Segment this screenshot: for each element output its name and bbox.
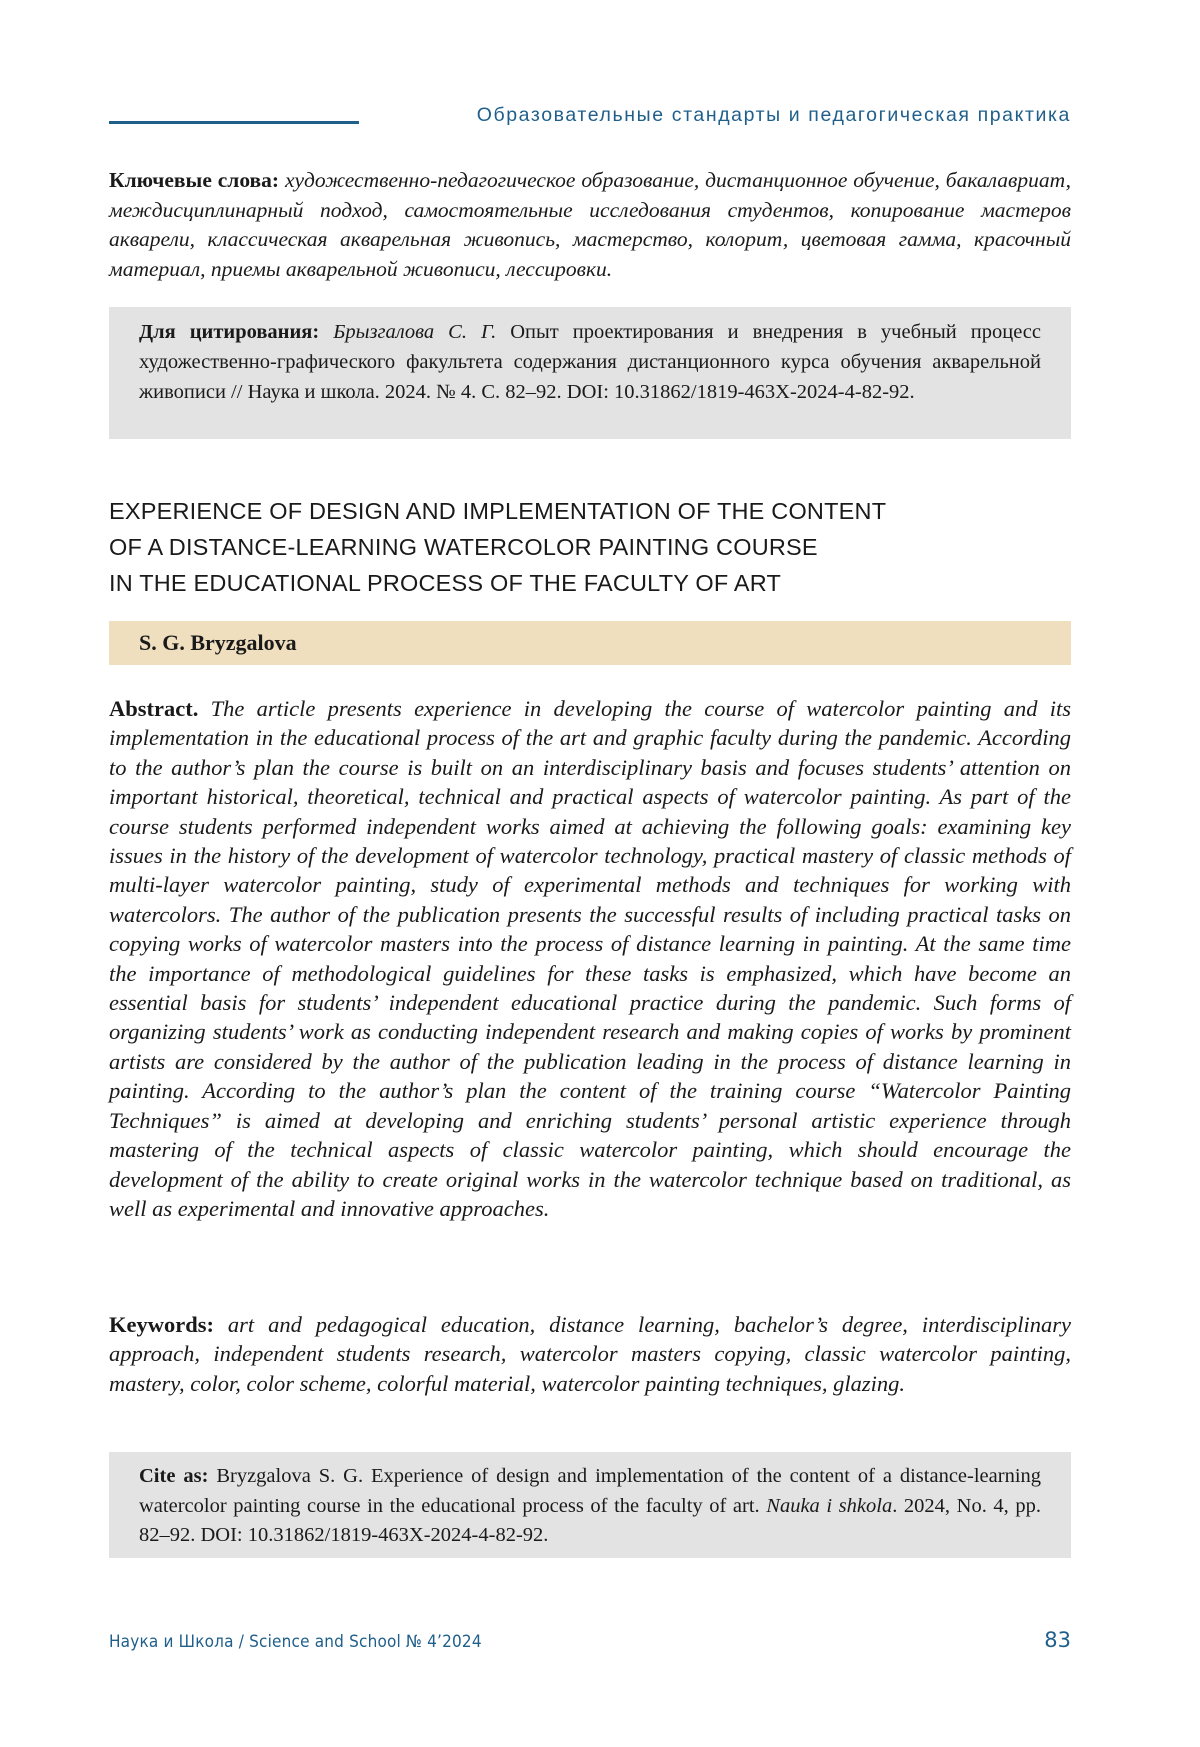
citation-en-text: Bryzgalova S. G. Experience of design and implementation of the content of a distance-learning watercolor painting course in the educational process of the faculty of art.	[139, 1465, 1042, 1517]
keywords-en	[109, 1310, 1071, 1398]
header-rule	[109, 121, 359, 124]
keywords-en-text: art and pedagogical education, distance learning, bachelor’s degree, interdisciplinary approach, independent students research, watercolor masters copying, classic watercolor painting, mastery, color, color scheme, colorful material, watercolor painting techniques, glazing.	[109, 1312, 1071, 1396]
citation-ru-text: Опыт проектирования и внедрения в учебный процесс художественно-графического факультета содержания дистанционного курса обучения акварельной живописи // Наука и школа. 2024. № 4. С. 82–92. DOI: 10.31862/1819-463X-2024-4-82-92.	[139, 321, 1041, 403]
citation-en-journal: Nauka i shkola	[766, 1494, 893, 1517]
citation-ru-label: Для цитирования:	[139, 321, 320, 343]
citation-en-label: Cite as:	[139, 1465, 209, 1487]
author-name: S. G. Bryzgalova	[139, 630, 297, 655]
citation-ru-author: Брызгалова С. Г.	[333, 321, 497, 343]
keywords-en-label: Keywords:	[109, 1312, 214, 1337]
citation-en-box	[109, 1452, 1071, 1558]
article-title-en	[109, 493, 1071, 601]
title-line-3: IN THE EDUCATIONAL PROCESS OF THE FACULTY OF ART	[109, 570, 782, 596]
running-header	[109, 104, 1071, 132]
keywords-ru-label: Ключевые слова:	[109, 168, 280, 192]
citation-en-text-after: . 2024, No. 4, pp. 82–92. DOI: 10.31862/1819-463X-2024-4-82-92.	[139, 1494, 1042, 1546]
abstract	[109, 694, 1071, 1223]
keywords-ru	[109, 166, 1071, 284]
keywords-ru-text: художественно-педагогическое образование, дистанционное обучение, бакалавриат, междисциплинарный подход, самостоятельные исследования студентов, копирование мастеров акварели, классическая акварельная живопись, мастерство, колорит, цветовая гамма, красочный материал, приемы акварельной живописи, лессировки.	[109, 168, 1072, 281]
footer-journal: Наука и Школа / Science and School № 4’2024	[109, 1632, 482, 1652]
author-band	[109, 621, 1071, 665]
title-line-2: OF A DISTANCE-LEARNING WATERCOLOR PAINTING COURSE	[109, 534, 818, 560]
abstract-text: The article presents experience in developing the course of watercolor painting and its implementation in the educational process of the art and graphic faculty during the pandemic. According to the author’s plan the course is built on an interdisciplinary basis and focuses students’ attention on important historical, theoretical, technical and practical aspects of watercolor painting. As part of the course students performed independent works aimed at achieving the following goals: examining key issues in the history of the development of watercolor technology, practical mastery of classic methods of multi-layer watercolor painting, study of experimental methods and techniques for working with watercolors. The author of the publication presents the successful results of including practical tasks on copying works of watercolor masters into the process of distance learning in painting. At the same time the importance of methodological guidelines for these tasks is emphasized, which have become an essential basis for students’ independent educational practice during the pandemic. Such forms of organizing students’ work as conducting independent research and making copies of works by prominent artists are considered by the author of the publication leading in the process of distance learning in painting. According to the author’s plan the content of the training course “Watercolor Painting Techniques” is aimed at developing and enriching students’ personal artistic experience through mastering of the technical aspects of classic watercolor painting, which should encourage the development of the ability to create original works in the watercolor technique based on traditional, as well as experimental and innovative approaches.	[109, 696, 1071, 1221]
abstract-label: Abstract.	[109, 696, 199, 721]
page-number: 83	[1044, 1628, 1071, 1652]
page-footer	[109, 1628, 1071, 1658]
running-header-text: Образовательные стандарты и педагогическая практика	[476, 104, 1071, 126]
citation-ru-box	[109, 307, 1071, 439]
title-line-1: EXPERIENCE OF DESIGN AND IMPLEMENTATION OF THE CONTENT	[109, 498, 887, 524]
